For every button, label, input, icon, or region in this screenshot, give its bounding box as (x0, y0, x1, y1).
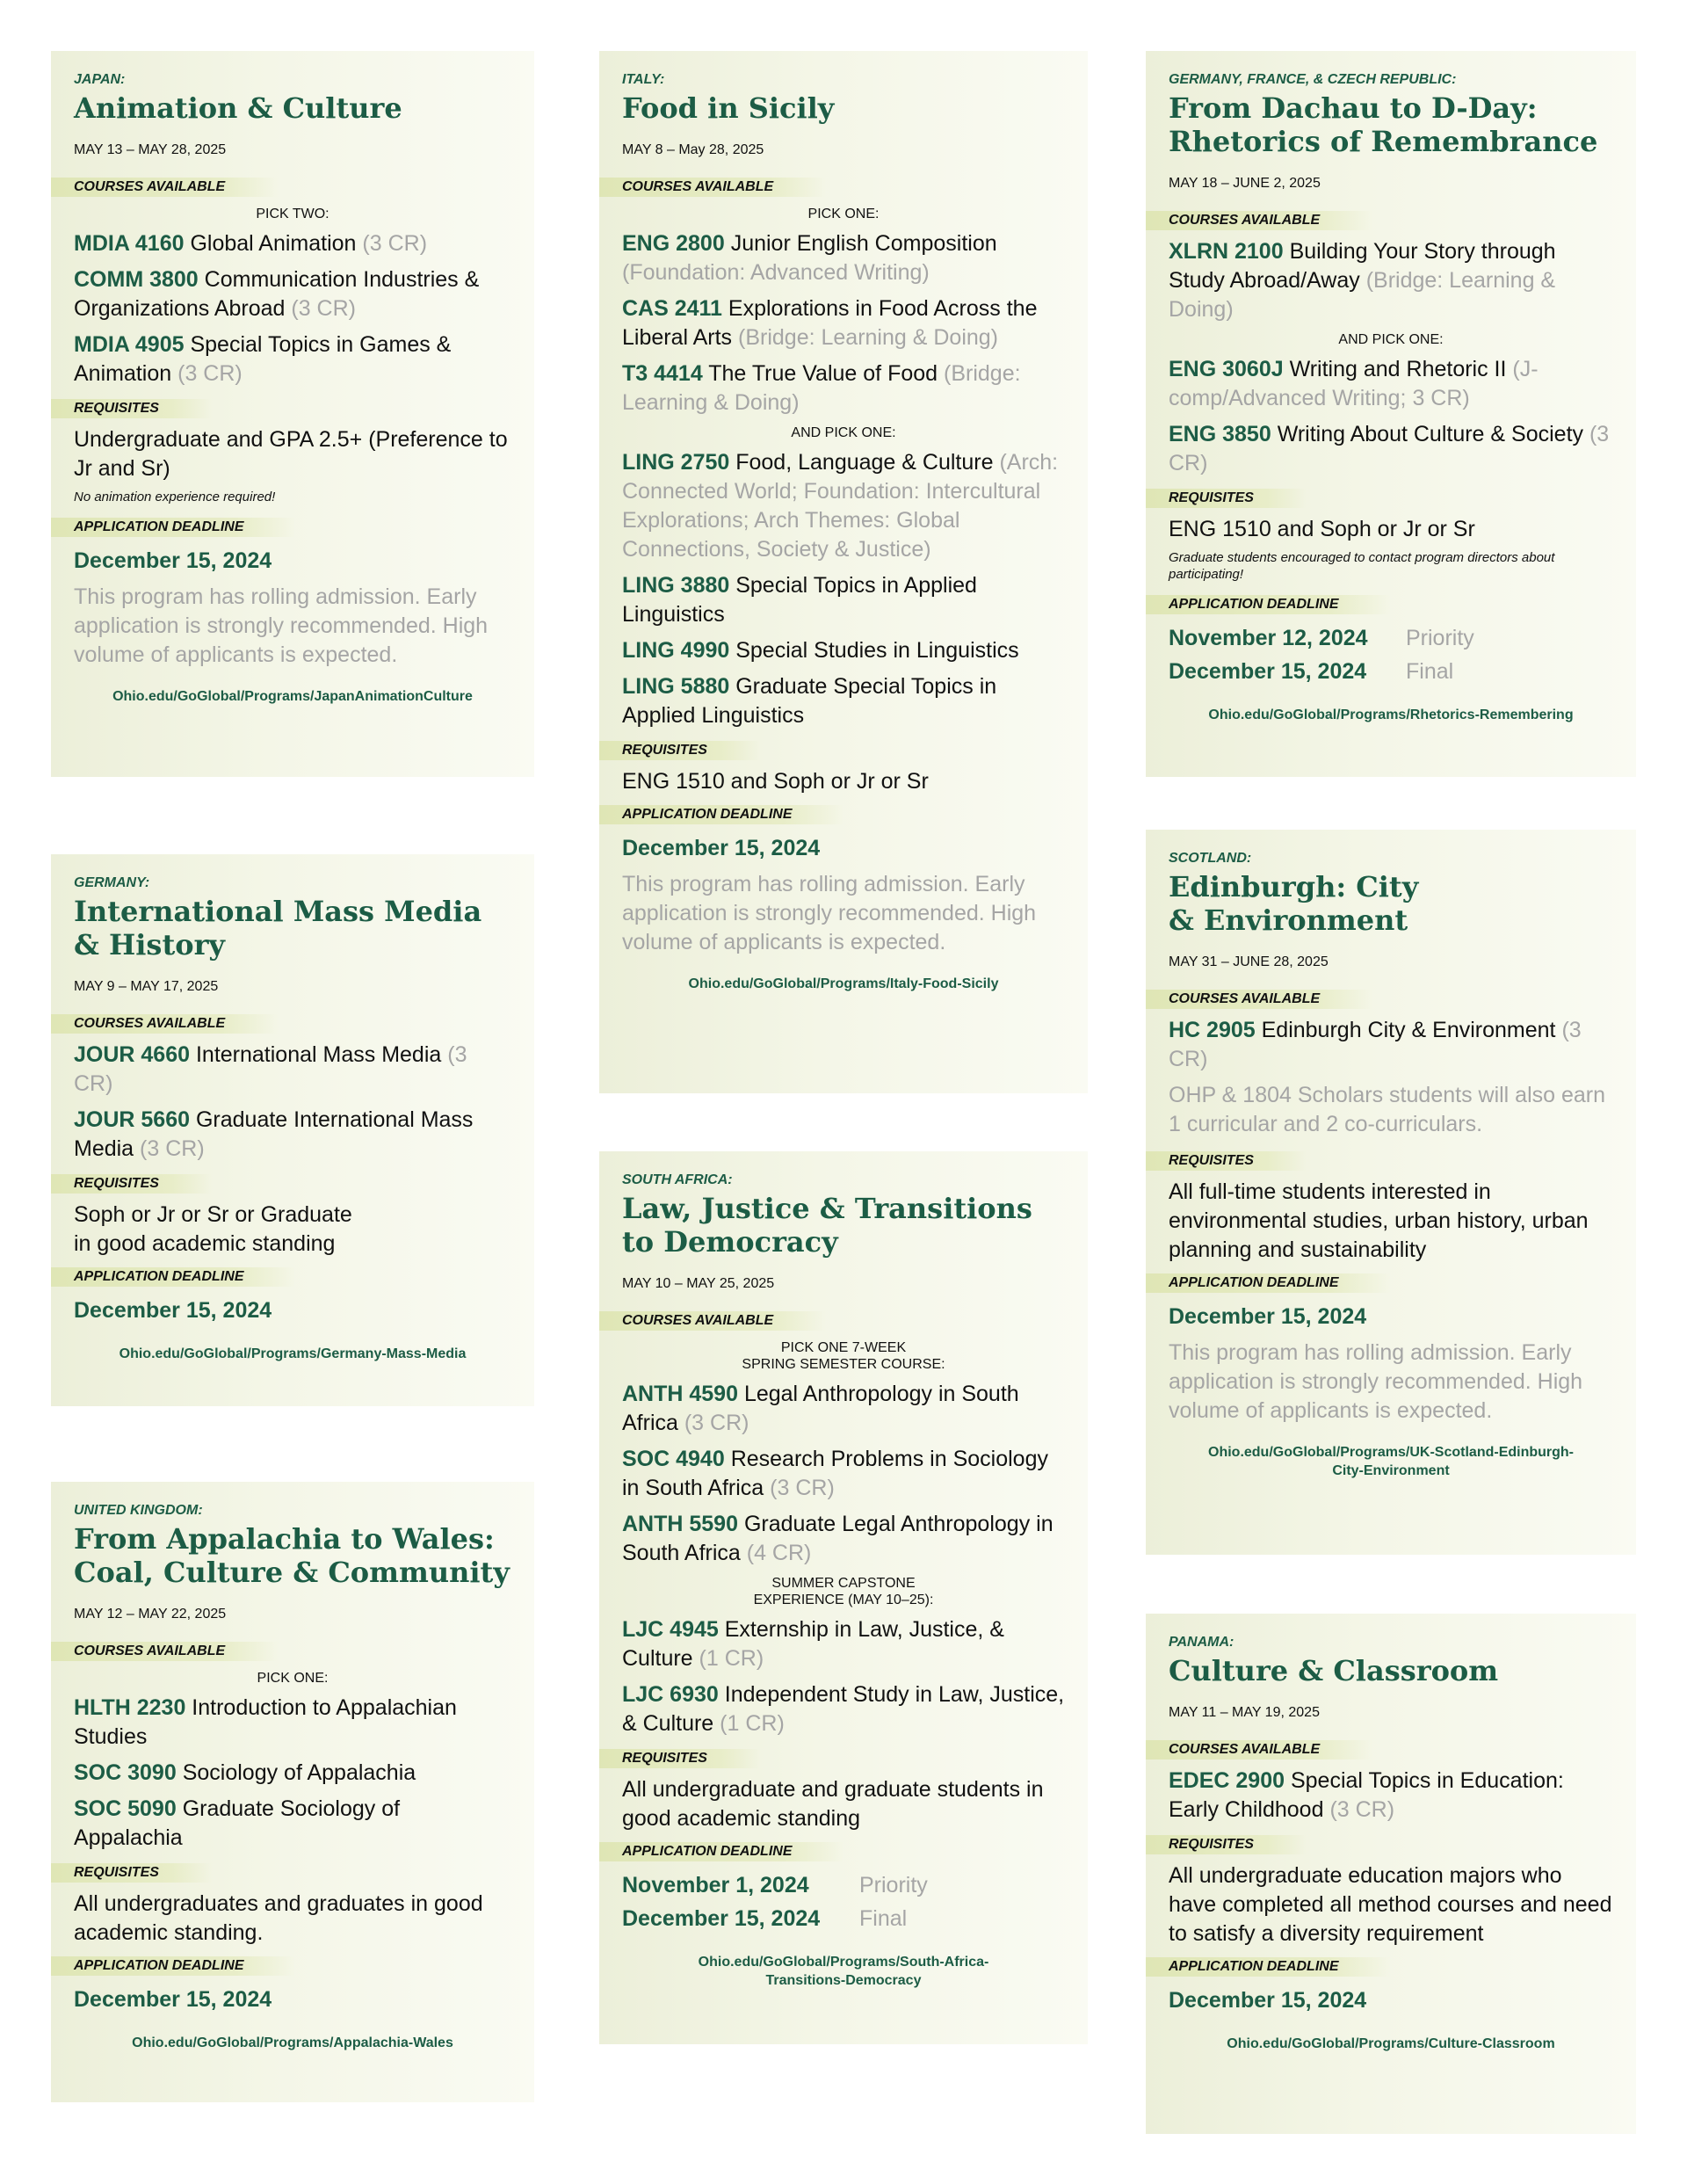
course-code: HC 2905 (1169, 1018, 1256, 1042)
deadline-heading: APPLICATION DEADLINE (51, 1956, 296, 1976)
pick-instruction: SUMMER CAPSTONE EXPERIENCE (MAY 10–25): (753, 1576, 934, 1607)
requisites-heading: REQUISITES (599, 1749, 760, 1768)
requisites-heading: REQUISITES (599, 741, 760, 760)
course-code: LING 2750 (622, 450, 730, 475)
course-name: Special Topics in Games & Animation (74, 332, 452, 386)
course-code: ENG 2800 (622, 231, 725, 256)
course-credit: (Bridge: Learning & Doing) (1169, 268, 1556, 322)
courses-heading: COURSES AVAILABLE (1146, 990, 1372, 1009)
course-credit: (3 CR) (764, 1476, 835, 1500)
course-name: International Mass Media (190, 1042, 442, 1067)
course-name: Graduate Special Topics in Applied Linguistics (622, 674, 997, 728)
program-card-italy (599, 51, 1088, 1093)
deadline-date: December 15, 2024 (74, 548, 272, 573)
deadline-heading: APPLICATION DEADLINE (1146, 1273, 1391, 1293)
course-name: Special Topics in Education: Early Childhood (1169, 1768, 1564, 1822)
program-dates: MAY 10 – MAY 25, 2025 (622, 1276, 775, 1291)
deadline-date: December 15, 2024 (74, 1298, 272, 1323)
course-code: ENG 3850 (1169, 422, 1271, 446)
requisites-text: ENG 1510 and Soph or Jr or Sr (1169, 517, 1475, 541)
course-code: EDEC 2900 (1169, 1768, 1285, 1793)
course-item (1169, 420, 1613, 478)
course-credit: (1 CR) (692, 1646, 764, 1671)
course-code: MDIA 4160 (74, 231, 185, 256)
rolling-admission-note: This program has rolling admission. Early application is strongly recommended. High volume of applicants is expected. (1169, 1340, 1583, 1423)
deadline-date: December 15, 2024 (622, 1906, 821, 1931)
requisites-text: ENG 1510 and Soph or Jr or Sr (622, 769, 929, 794)
deadline-date: November 12, 2024 (1169, 626, 1368, 650)
courses-heading: COURSES AVAILABLE (51, 178, 278, 197)
course-name: Sociology of Appalachia (176, 1760, 416, 1785)
pick-instruction: PICK TWO: (256, 207, 329, 221)
pick-instruction: PICK ONE: (257, 1671, 329, 1686)
course-name: Edinburgh City & Environment (1255, 1018, 1556, 1042)
course-credit: (3 CR) (1169, 1018, 1582, 1071)
requisites-text: Soph or Jr or Sr or Graduate in good academic standing (74, 1202, 352, 1256)
program-dates: MAY 31 – JUNE 28, 2025 (1169, 954, 1329, 969)
program-dates: MAY 12 – MAY 22, 2025 (74, 1607, 227, 1622)
deadline-final-row (622, 1902, 1065, 1935)
course-name: Introduction to Appalachian Studies (74, 1695, 457, 1749)
program-link[interactable]: Ohio.edu/GoGlobal/Programs/Italy-Food-Sicily (688, 976, 999, 991)
course-credit: (3 CR) (1323, 1797, 1395, 1822)
course-item (622, 1445, 1065, 1503)
deadline-final-row (1169, 655, 1613, 688)
course-item (622, 1380, 1065, 1438)
course-credit: (3 CR) (74, 1042, 467, 1096)
course-code: XLRN 2100 (1169, 239, 1284, 264)
course-item (74, 1106, 511, 1164)
course-item (74, 1795, 511, 1853)
requisites-heading: REQUISITES (51, 1863, 212, 1883)
course-name: Building Your Story through Study Abroad/Away (1169, 239, 1556, 293)
course-name: Writing About Culture & Society (1271, 422, 1584, 446)
course-code: ENG 3060J (1169, 357, 1284, 381)
course-item (74, 1041, 511, 1099)
courses-heading: COURSES AVAILABLE (599, 1311, 826, 1331)
program-title: From Appalachia to Wales: Coal, Culture & Community (74, 1522, 510, 1589)
course-credit: (3 CR) (134, 1136, 205, 1161)
deadline-type: Final (859, 1906, 908, 1931)
course-name: Global Animation (184, 231, 357, 256)
course-item (622, 359, 1065, 417)
course-name: Food, Language & Culture (729, 450, 994, 475)
program-location: SCOTLAND: (1169, 851, 1252, 866)
program-title: Culture & Classroom (1169, 1654, 1499, 1687)
course-item (622, 672, 1065, 730)
course-credit: (Bridge: Learning & Doing) (622, 361, 1021, 415)
course-code: CAS 2411 (622, 296, 722, 321)
program-dates: MAY 13 – MAY 28, 2025 (74, 142, 227, 157)
courses-heading: COURSES AVAILABLE (599, 178, 826, 197)
deadline-date: December 15, 2024 (74, 1987, 272, 2012)
course-item (622, 1510, 1065, 1568)
program-card-japan (51, 51, 534, 777)
course-code: HLTH 2230 (74, 1695, 186, 1720)
course-credit: (Foundation: Advanced Writing) (622, 260, 930, 285)
deadline-priority-row (622, 1868, 1065, 1902)
honors-note: OHP & 1804 Scholars students will also earn 1 curricular and 2 co-curriculars. (1169, 1083, 1606, 1136)
course-code: ANTH 5590 (622, 1512, 738, 1536)
courses-heading: COURSES AVAILABLE (1146, 211, 1372, 230)
pick-instruction: PICK ONE: (807, 207, 880, 221)
course-name: Special Topics in Applied Linguistics (622, 573, 977, 627)
requisites-text: All undergraduates and graduates in good academic standing. (74, 1891, 483, 1945)
course-code: LJC 4945 (622, 1617, 719, 1642)
program-link[interactable]: Ohio.edu/GoGlobal/Programs/South-Africa- Transitions-Democracy (698, 1955, 989, 1988)
requisites-text: All undergraduate education majors who have completed all method courses and need to satisfy a diversity requirement (1169, 1863, 1612, 1946)
requisites-note: No animation experience required! (74, 490, 276, 504)
courses-heading: COURSES AVAILABLE (1146, 1740, 1372, 1760)
course-code: LING 4990 (622, 638, 730, 663)
program-link[interactable]: Ohio.edu/GoGlobal/Programs/Appalachia-Wales (132, 2035, 453, 2050)
requisites-heading: REQUISITES (1146, 489, 1307, 508)
deadline-heading: APPLICATION DEADLINE (1146, 595, 1391, 614)
program-card-germany (51, 854, 534, 1406)
program-link[interactable]: Ohio.edu/GoGlobal/Programs/UK-Scotland-Edinburgh- City-Environment (1208, 1445, 1574, 1478)
course-code: LING 3880 (622, 573, 730, 598)
requisites-text: All undergraduate and graduate students in good academic standing (622, 1777, 1044, 1831)
requisites-heading: REQUISITES (51, 1174, 212, 1194)
deadline-date: December 15, 2024 (622, 836, 821, 860)
rolling-admission-note: This program has rolling admission. Early application is strongly recommended. High volume of applicants is expected. (74, 584, 489, 667)
program-title: Law, Justice & Transitions to Democracy (622, 1192, 1032, 1259)
deadline-date: December 15, 2024 (1169, 1304, 1367, 1329)
course-item (622, 229, 1065, 287)
course-item (74, 330, 511, 388)
course-credit: (Bridge: Learning & Doing) (732, 325, 999, 350)
requisites-text: All full-time students interested in environmental studies, urban history, urban planning and sustainability (1169, 1179, 1589, 1262)
course-item (74, 1694, 511, 1752)
program-card-south-africa (599, 1151, 1088, 2044)
pick-instruction: PICK ONE 7-WEEK SPRING SEMESTER COURSE: (742, 1340, 945, 1372)
program-location: ITALY: (622, 72, 665, 87)
course-credit: (3 CR) (677, 1411, 749, 1435)
program-location: SOUTH AFRICA: (622, 1172, 733, 1187)
course-code: SOC 5090 (74, 1796, 177, 1821)
program-title: From Dachau to D-Day: Rhetorics of Remembrance (1169, 91, 1598, 158)
deadline-heading: APPLICATION DEADLINE (599, 805, 844, 824)
course-credit: (3 CR) (356, 231, 428, 256)
program-card-uk (51, 1482, 534, 2102)
program-link[interactable]: Ohio.edu/GoGlobal/Programs/Rhetorics-Remembering (1208, 707, 1574, 722)
course-code: JOUR 4660 (74, 1042, 191, 1067)
course-code: LJC 6930 (622, 1682, 719, 1707)
course-credit: (Arch: Connected World; Foundation: Intercultural Explorations; Arch Themes: Global Connections, Society & Justice) (622, 450, 1059, 562)
deadline-date: November 1, 2024 (622, 1873, 809, 1897)
course-item (1169, 237, 1613, 324)
course-item (622, 1680, 1065, 1738)
requisites-heading: REQUISITES (1146, 1151, 1307, 1171)
program-location: PANAMA: (1169, 1635, 1234, 1650)
program-card-panama (1146, 1614, 1636, 2134)
deadline-type: Final (1406, 659, 1454, 684)
course-name: Communication Industries & Organizations Abroad (74, 267, 480, 321)
courses-heading: COURSES AVAILABLE (51, 1014, 278, 1034)
course-code: COMM 3800 (74, 267, 199, 292)
course-name: The True Value of Food (702, 361, 938, 386)
deadline-heading: APPLICATION DEADLINE (51, 1267, 296, 1287)
program-link[interactable]: Ohio.edu/GoGlobal/Programs/Germany-Mass-Media (119, 1346, 467, 1361)
course-code: LING 5880 (622, 674, 730, 699)
deadline-heading: APPLICATION DEADLINE (51, 518, 296, 537)
deadline-date: December 15, 2024 (1169, 1988, 1367, 2013)
course-item (1169, 1016, 1613, 1074)
deadline-heading: APPLICATION DEADLINE (1146, 1957, 1391, 1977)
program-location: GERMANY: (74, 875, 150, 890)
course-credit: (J-comp/Advanced Writing; 3 CR) (1169, 357, 1539, 410)
requisites-heading: REQUISITES (1146, 1835, 1307, 1854)
course-item (1169, 355, 1613, 413)
course-name: Graduate International Mass Media (74, 1107, 474, 1161)
course-name: Special Studies in Linguistics (729, 638, 1019, 663)
program-title: Food in Sicily (622, 91, 835, 125)
course-name: Writing and Rhetoric II (1283, 357, 1507, 381)
course-name: Graduate Sociology of Appalachia (74, 1796, 401, 1850)
program-dates: MAY 11 – MAY 19, 2025 (1169, 1705, 1320, 1720)
course-name: Independent Study in Law, Justice, & Culture (622, 1682, 1065, 1736)
program-link[interactable]: Ohio.edu/GoGlobal/Programs/Culture-Classroom (1227, 2036, 1555, 2051)
course-item (622, 1615, 1065, 1673)
program-dates: MAY 8 – May 28, 2025 (622, 142, 764, 157)
course-item (1169, 1767, 1613, 1825)
course-name: Graduate Legal Anthropology in South Africa (622, 1512, 1053, 1565)
requisites-note: Graduate students encouraged to contact program directors about participating! (1169, 550, 1555, 582)
course-code: JOUR 5660 (74, 1107, 191, 1132)
course-credit: (4 CR) (740, 1541, 812, 1565)
course-name: Junior English Composition (724, 231, 997, 256)
course-item (622, 636, 1065, 665)
deadline-priority-row (1169, 621, 1613, 655)
course-item (74, 229, 511, 258)
program-link[interactable]: Ohio.edu/GoGlobal/Programs/JapanAnimationCulture (112, 689, 473, 704)
course-name: Legal Anthropology in South Africa (622, 1382, 1019, 1435)
pick-instruction: AND PICK ONE: (791, 425, 896, 440)
course-item (74, 1759, 511, 1788)
deadline-heading: APPLICATION DEADLINE (599, 1842, 844, 1861)
course-code: MDIA 4905 (74, 332, 185, 357)
course-code: SOC 3090 (74, 1760, 177, 1785)
program-title: Animation & Culture (74, 91, 402, 125)
rolling-admission-note: This program has rolling admission. Early application is strongly recommended. High volume of applicants is expected. (622, 872, 1037, 954)
course-credit: (3 CR) (1169, 422, 1610, 475)
deadline-type: Priority (859, 1873, 928, 1897)
requisites-heading: REQUISITES (51, 399, 212, 418)
course-item (74, 265, 511, 323)
course-code: SOC 4940 (622, 1447, 725, 1471)
program-dates: MAY 9 – MAY 17, 2025 (74, 979, 219, 994)
program-dates: MAY 18 – JUNE 2, 2025 (1169, 176, 1321, 191)
requisites-text: Undergraduate and GPA 2.5+ (Preference to Jr and Sr) (74, 427, 508, 481)
course-credit: (1 CR) (713, 1711, 785, 1736)
course-name: Research Problems in Sociology in South Africa (622, 1447, 1048, 1500)
deadline-date: December 15, 2024 (1169, 659, 1367, 684)
deadline-type: Priority (1406, 626, 1474, 650)
course-code: T3 4414 (622, 361, 703, 386)
program-card-dachau (1146, 51, 1636, 777)
program-location: UNITED KINGDOM: (74, 1503, 203, 1518)
course-credit: (3 CR) (171, 361, 243, 386)
course-item (622, 448, 1065, 564)
program-card-scotland (1146, 830, 1636, 1555)
courses-heading: COURSES AVAILABLE (51, 1642, 278, 1661)
course-item (622, 571, 1065, 629)
course-credit: (3 CR) (285, 296, 356, 321)
course-code: ANTH 4590 (622, 1382, 738, 1406)
program-title: Edinburgh: City & Environment (1169, 870, 1419, 937)
course-item (622, 294, 1065, 352)
program-title: International Mass Media & History (74, 895, 482, 961)
program-location: GERMANY, FRANCE, & CZECH REPUBLIC: (1169, 72, 1457, 87)
course-name: Externship in Law, Justice, & Culture (622, 1617, 1004, 1671)
program-location: JAPAN: (74, 72, 126, 87)
course-name: Explorations in Food Across the Liberal Arts (622, 296, 1038, 350)
pick-instruction: AND PICK ONE: (1338, 332, 1444, 347)
